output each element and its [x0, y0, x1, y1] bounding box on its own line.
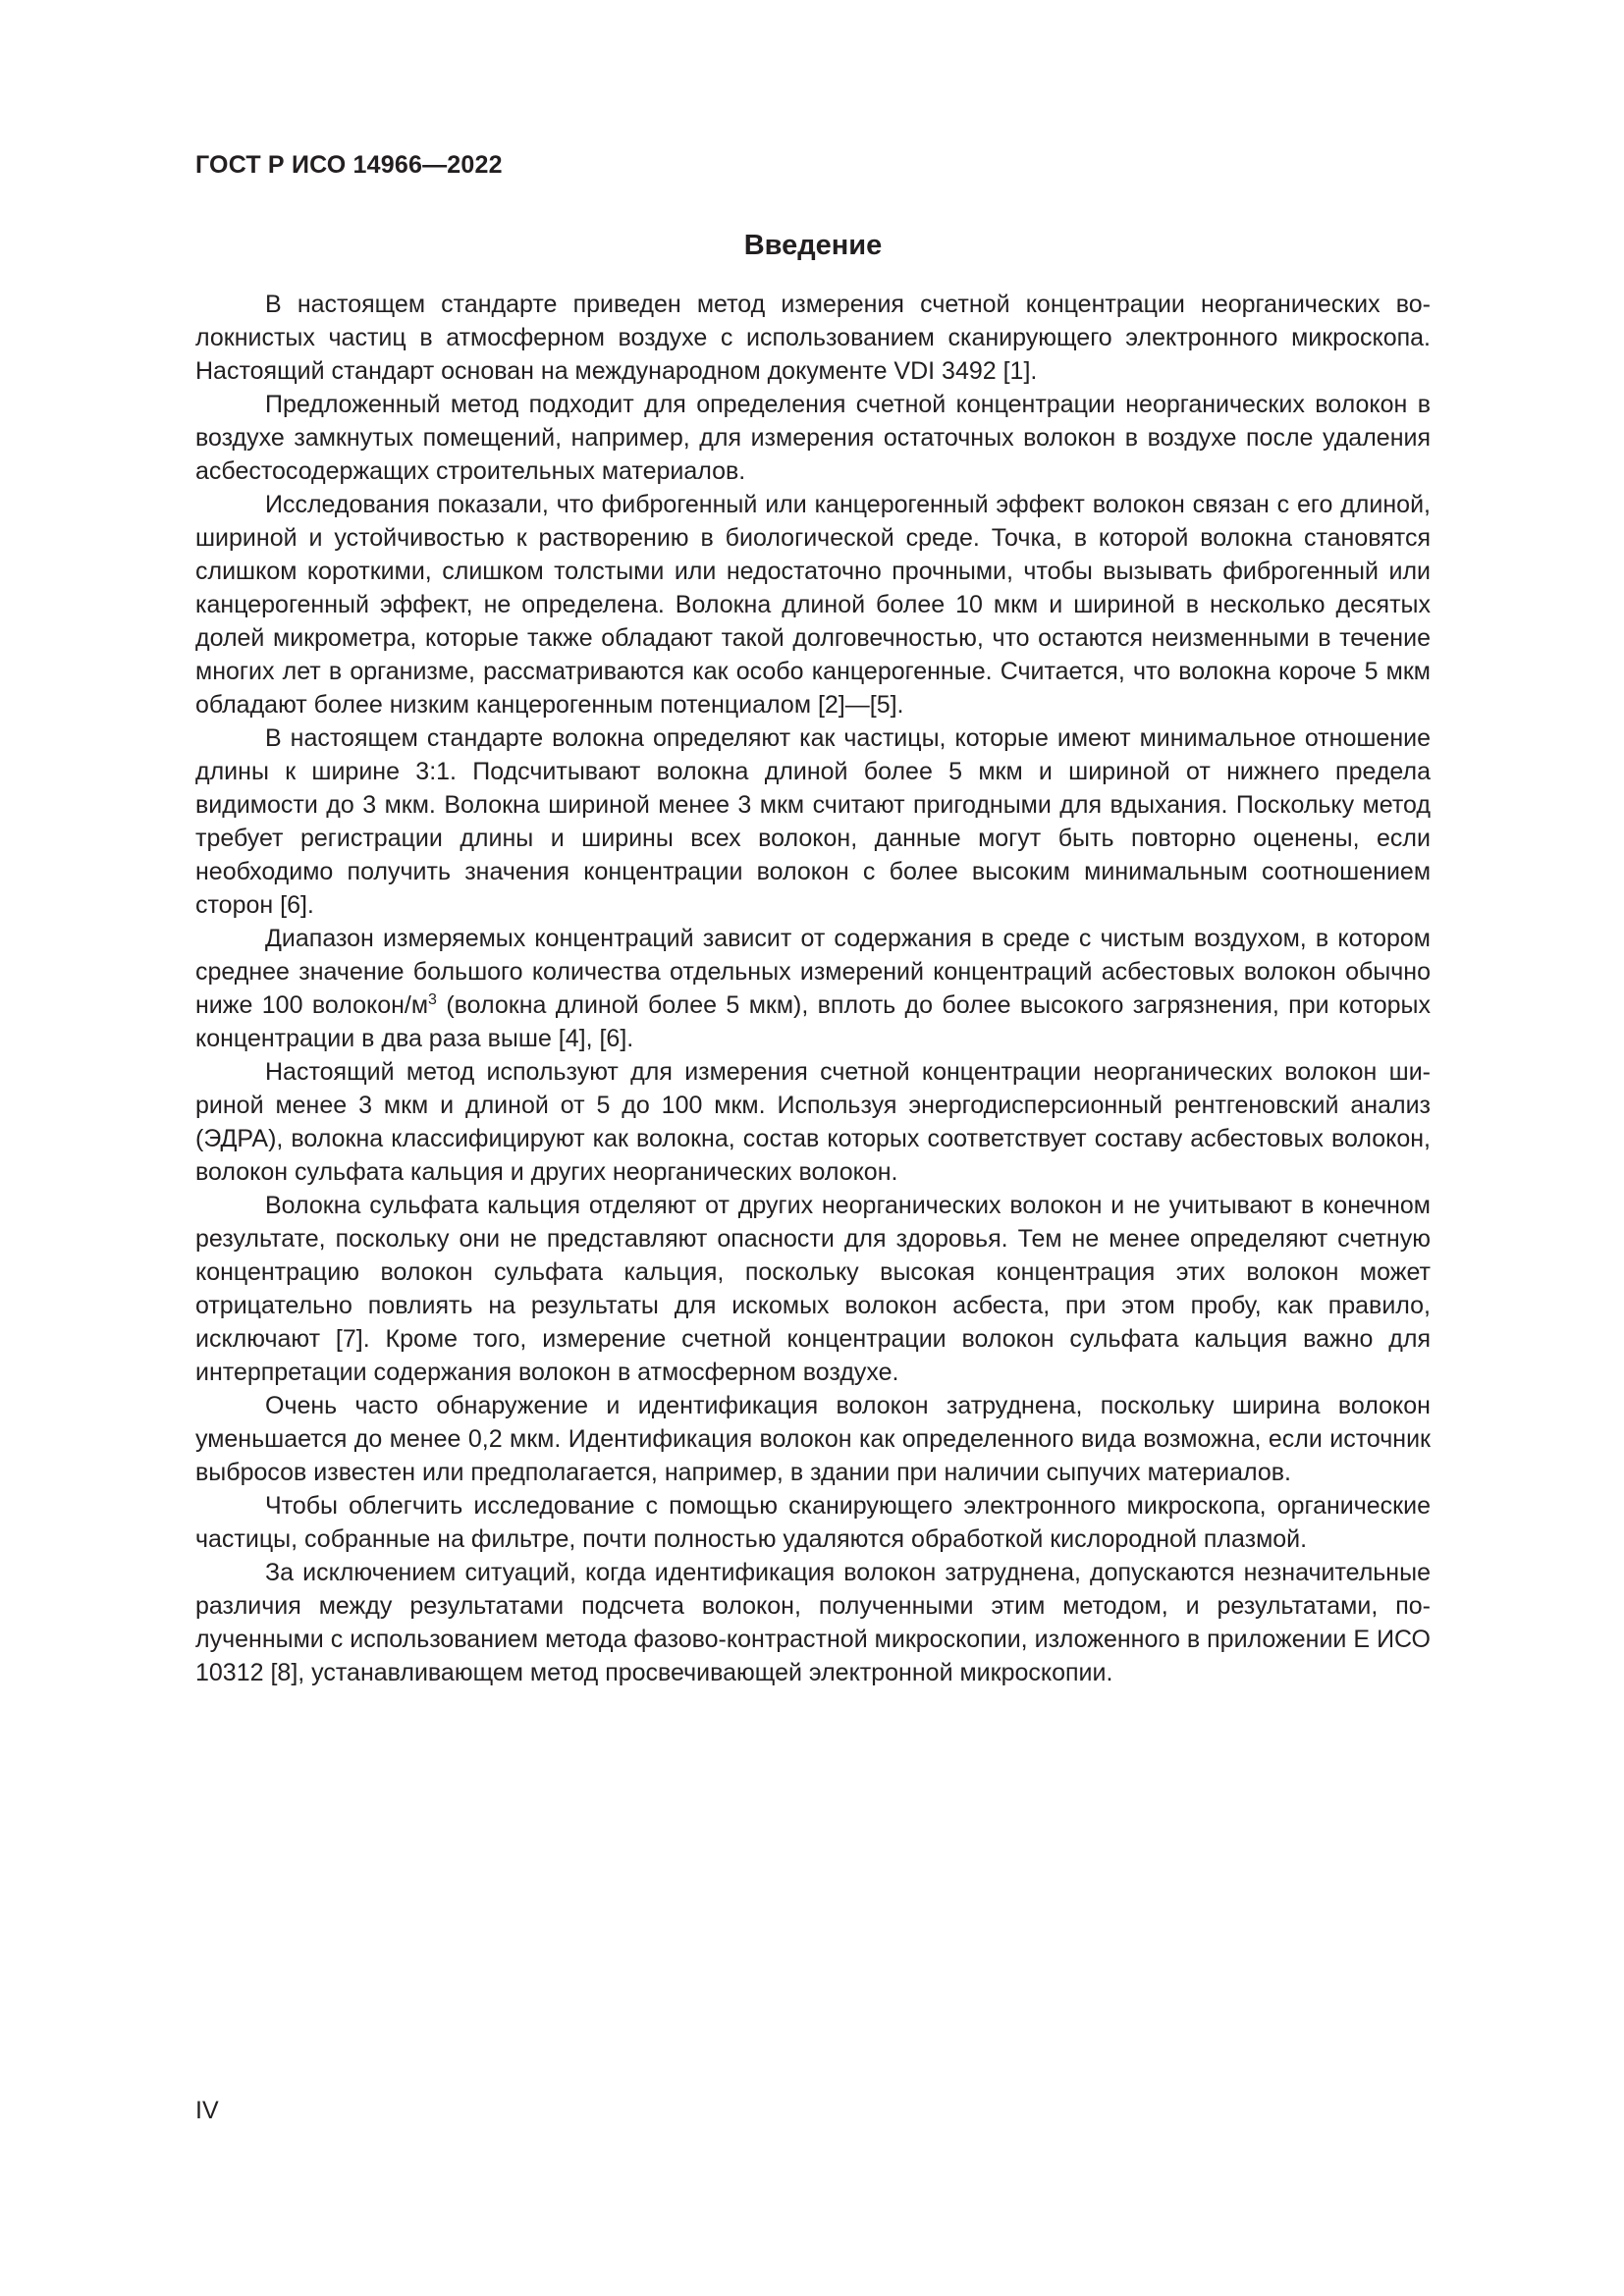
paragraph: Чтобы облегчить исследование с помощью сканирующего электронного микроскопа, органические частицы, собранные на фильтре, почти полностью удаляются обработкой кислородной плазмой. [195, 1492, 1431, 1553]
paragraph: Настоящий метод используют для измерения счетной концентрации неорганических волокон шириной менее 3 мкм и длиной от 5 до 100 мкм. Используя энергодисперсионный рентгеновский анализ (ЭДРА), волокна классифицируют как волокна, состав которых соответствует составу асбестовых волокон, волокон сульфата кальция и других неорганических волокон. [195, 1058, 1431, 1186]
document-header: ГОСТ Р ИСО 14966—2022 [195, 151, 503, 179]
paragraph-text: (волокна длиной более 5 мкм), вплоть до более высокого загрязнения, при которых концентрации в два раза выше [4], [6]. [195, 991, 1431, 1052]
paragraph: В настоящем стандарте волокна определяют как частицы, которые имеют минимальное отношение длины к ширине 3:1. Подсчитывают волокна длиной более 5 мкм и шириной от нижнего предела видимости до 3 мкм. Волокна шириной менее 3 мкм считают пригодными для вдыхания. Поскольку метод требует регистрации длины и ширины всех волокон, данные могут быть повторно оценены, если необходимо получить значения концентрации волокон с более высоким минимальным соотношением сторон [6]. [195, 724, 1431, 919]
superscript: 3 [428, 991, 437, 1008]
paragraph-text: Диапазон измеряемых концентраций зависит от содержания в среде с чистым воздухом, в котором среднее значение большого количества отдельных измерений концентраций асбестовых волокон обычно ниже 100 волокон/м [195, 925, 1431, 1019]
document-body [195, 288, 1431, 1689]
paragraph: В настоящем стандарте приведен метод измерения счетной концентрации неорганических волокнистых частиц в атмосферном воздухе с использованием сканирующего электронного микроскопа. Настоящий стандарт основан на международном документе VDI 3492 [1]. [195, 291, 1431, 385]
paragraph: За исключением ситуаций, когда идентификация волокон затруднена, допускаются незначительные различия между результатами подсчета волокон, полученными этим методом, и результатами, полученными с использованием метода фазово-контрастной микроскопии, изложенного в приложении Е ИСО 10312 [8], устанавливающем метод просвечивающей электронной микроскопии. [195, 1559, 1431, 1686]
section-title: Введение [743, 230, 883, 261]
paragraph: Исследования показали, что фиброгенный или канцерогенный эффект волокон связан с его длиной, шириной и устойчивостью к растворению в биологической среде. Точка, в которой волокна становятся слишком короткими, слишком толстыми или недостаточно прочными, чтобы вызывать фиброгенный или канцерогенный эффект, не определена. Волокна длиной более 10 мкм и шириной в несколько десятых долей микрометра, которые также обладают такой долговечностью, что остаются неизменными в течение многих лет в организме, рассматриваются как особо канцерогенные. Считается, что волокна короче 5 мкм обладают более низким канцерогенным потенциалом [2]—[5]. [195, 491, 1431, 719]
paragraph [195, 922, 1431, 1055]
page-number: IV [195, 2097, 219, 2124]
paragraph: Волокна сульфата кальция отделяют от других неорганических волокон и не учитывают в конечном результате, поскольку они не представляют опасности для здоровья. Тем не менее определяют счетную концентрацию волокон сульфата кальция, поскольку высокая концентрация этих волокон может отрицательно повлиять на результаты для искомых волокон асбеста, при этом пробу, как правило, исключают [7]. Кроме того, измерение счетной концентрации волокон сульфата кальция важно для интерпретации содержания волокон в атмосферном воздухе. [195, 1192, 1431, 1386]
paragraph: Очень часто обнаружение и идентификация волокон затруднена, поскольку ширина волокон уменьшается до менее 0,2 мкм. Идентификация волокон как определенного вида возможна, если источник выбросов известен или предполагается, например, в здании при наличии сыпучих материалов. [195, 1392, 1431, 1486]
paragraph: Предложенный метод подходит для определения счетной концентрации неорганических волокон в воздухе замкнутых помещений, например, для измерения остаточных волокон в воздухе после удаления асбестосодержащих строительных материалов. [195, 391, 1431, 485]
